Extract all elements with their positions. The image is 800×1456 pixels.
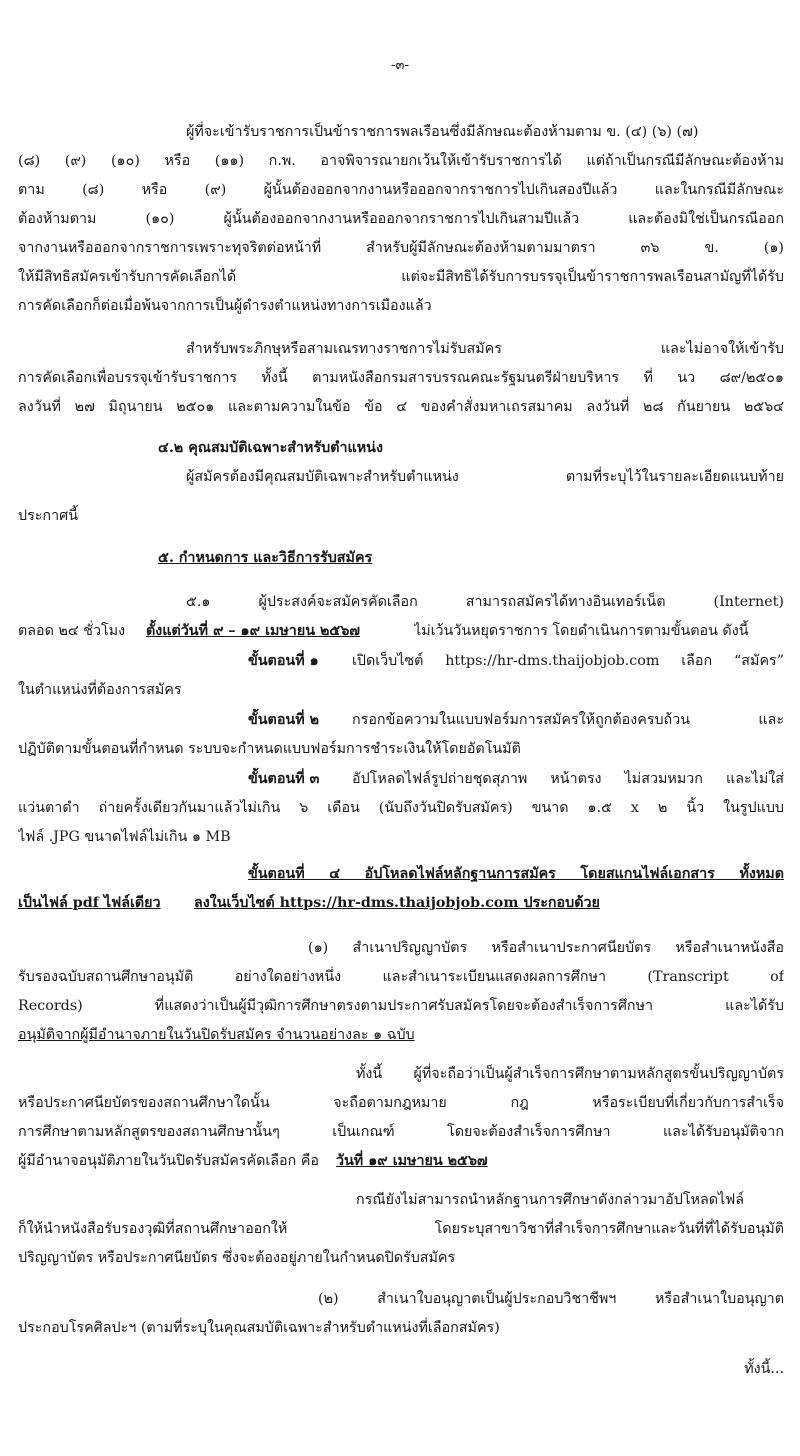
text-line: ปริญญาบัตร หรือประกาศนียบัตร ซึ่งจะต้องอยู่ภายในกำหนดปิดรับสมัคร <box>18 1250 456 1266</box>
text-line: แว่นตาดำ ถ่ายครั้งเดียวกันมาแล้วไม่เกิน ๖ เดือน (นับถึงวันปิดรับสมัคร) ขนาด ๑.๕ x ๒ นิ้ว ในรูปแบบ <box>18 800 784 816</box>
text-line: (๑) สำเนาปริญญาบัตร หรือสำเนาประกาศนียบัตร หรือสำเนาหนังสือ <box>308 940 784 956</box>
step-label: ขั้นตอนที่ ๔ อัปโหลดไฟล์หลักฐานการสมัคร โดยสแกนไฟล์เอกสาร ทั้งหมด <box>248 866 784 882</box>
text-line: อัปโหลดไฟล์รูปถ่ายชุดสุภาพ หน้าตรง ไม่สวมหมวก และไม่ใส่ <box>352 771 784 787</box>
date-range: ตั้งแต่วันที่ ๙ – ๑๙ เมษายน ๒๕๖๗ <box>146 623 361 639</box>
text-line: ลงในเว็บไซต์ https://hr-dms.thaijobjob.com ประกอบด้วย <box>194 895 600 911</box>
text-line: ผู้ที่จะเข้ารับราชการเป็นข้าราชการพลเรือนซึ่งมีลักษณะต้องห้ามตาม ข. (๔) (๖) (๗) <box>186 124 699 140</box>
text-line: กรณียังไม่สามารถนำหลักฐานการศึกษาดังกล่าวมาอัปโหลดไฟล์ <box>356 1192 745 1208</box>
text-line: สำหรับพระภิกษุหรือสามเณรทางราชการไม่รับสมัคร และไม่อาจให้เข้ารับ <box>186 341 784 357</box>
text-line: ไม่เว้นวันหยุดราชการ โดยดำเนินการตามขั้นตอน ดังนี้ <box>414 623 749 639</box>
page-number: -๓- <box>390 58 410 73</box>
text-line: ตาม (๘) หรือ (๙) ผู้นั้นต้องออกจากงานหรือออกจากราชการไปเกินสองปีแล้ว และในกรณีมีลักษณะ <box>18 182 784 198</box>
text-line: ในตำแหน่งที่ต้องการสมัคร <box>18 682 182 698</box>
text-line: (๒) สำเนาใบอนุญาตเป็นผู้ประกอบวิชาชีพฯ หรือสำเนาใบอนุญาต <box>318 1291 784 1307</box>
text-line: ให้มีสิทธิสมัครเข้ารับการคัดเลือกได้ แต่จะมีสิทธิได้รับการบรรจุเป็นข้าราชการพลเรือนสามัญที่ได้รับ <box>18 269 784 285</box>
text-line: การคัดเลือกก็ต่อเมื่อพ้นจากการเป็นผู้ดำรงตำแหน่งทางการเมืองแล้ว <box>18 298 432 314</box>
step-label: ขั้นตอนที่ ๑ <box>248 653 319 669</box>
step-label: ขั้นตอนที่ ๓ <box>248 771 320 787</box>
text-line: กรอกข้อความในแบบฟอร์มการสมัครให้ถูกต้องครบถ้วน และ <box>352 712 784 728</box>
section-heading: ๕. กำหนดการ และวิธีการรับสมัคร <box>158 550 373 566</box>
step-label: ขั้นตอนที่ ๒ <box>248 712 320 728</box>
text-line: การศึกษาตามหลักสูตรของสถานศึกษานั้นๆ เป็นเกณฑ์ โดยจะต้องสำเร็จการศึกษา และได้รับอนุมัติจาก <box>18 1124 784 1140</box>
section-heading: ๔.๒ คุณสมบัติเฉพาะสำหรับตำแหน่ง <box>158 440 383 456</box>
text-line: ทั้งนี้ ผู้ที่จะถือว่าเป็นผู้สำเร็จการศึกษาตามหลักสูตรขั้นปริญญาบัตร <box>356 1066 784 1082</box>
text-line: ผู้มีอำนาจอนุมัติภายในวันปิดรับสมัครคัดเลือก คือ <box>18 1153 319 1169</box>
text-line: ประกอบโรคศิลปะฯ (ตามที่ระบุในคุณสมบัติเฉพาะสำหรับตำแหน่งที่เลือกสมัคร) <box>18 1320 500 1336</box>
text-line: ไฟล์ .JPG ขนาดไฟล์ไม่เกิน ๑ MB <box>18 829 231 845</box>
text-line: ประกาศนี้ <box>18 508 78 524</box>
text-line: เป็นไฟล์ pdf ไฟล์เดียว <box>18 895 161 911</box>
text-line: รับรองฉบับสถานศึกษาอนุมัติ อย่างใดอย่างหนึ่ง และสำเนาระเบียนแสดงผลการศึกษา (Transcript of <box>18 969 784 985</box>
text-line: เปิดเว็บไซต์ https://hr-dms.thaijobjob.com เลือก “สมัคร” <box>352 653 784 669</box>
text-line: ต้องห้ามตาม (๑๐) ผู้นั้นต้องออกจากงานหรือออกจากราชการไปเกินสามปีแล้ว และต้องมิใช่เป็นกรณีออก <box>18 211 784 227</box>
text-line: ก็ให้นำหนังสือรับรองวุฒิที่สถานศึกษาออกให้ โดยระบุสาขาวิชาที่สำเร็จการศึกษาและวันที่ที่ได้รับอนุมัติ <box>18 1221 784 1237</box>
text-line: ลงวันที่ ๒๗ มิถุนายน ๒๕๐๑ และตามความในข้อ ข้อ ๔ ของคำสั่งมหาเถรสมาคม ลงวันที่ ๒๘ กันยายน ๒๕๖๔ <box>18 399 784 415</box>
text-line: ตลอด ๒๔ ชั่วโมง <box>18 623 126 639</box>
text-line: ผู้สมัครต้องมีคุณสมบัติเฉพาะสำหรับตำแหน่ง ตามที่ระบุไว้ในรายละเอียดแนบท้าย <box>186 469 784 485</box>
text-line: หรือประกาศนียบัตรของสถานศึกษาใดนั้น จะถือตามกฎหมาย กฎ หรือระเบียบที่เกี่ยวกับการสำเร็จ <box>18 1095 784 1111</box>
text-line: จากงานหรือออกจากราชการเพราะทุจริตต่อหน้าที่ สำหรับผู้มีลักษณะต้องห้ามตามมาตรา ๓๖ ข. (๑) <box>18 240 784 256</box>
text-line: ปฏิบัติตามขั้นตอนที่กำหนด ระบบจะกำหนดแบบฟอร์มการชำระเงินให้โดยอัตโนมัติ <box>18 741 521 757</box>
text-line: การคัดเลือกเพื่อบรรจุเข้ารับราชการ ทั้งนี้ ตามหนังสือกรมสารบรรณคณะรัฐมนตรีฝ่ายบริหาร ที่ นว ๘๙/๒๕๐๑ <box>18 370 784 386</box>
text-line: อนุมัติจากผู้มีอำนาจภายในวันปิดรับสมัคร จำนวนอย่างละ ๑ ฉบับ <box>18 1027 415 1043</box>
continuation-marker: ทั้งนี้... <box>744 1361 784 1377</box>
text-line: ๕.๑ ผู้ประสงค์จะสมัครคัดเลือก สามารถสมัครได้ทางอินเทอร์เน็ต (Internet) <box>186 594 784 610</box>
deadline-date: วันที่ ๑๙ เมษายน ๒๕๖๗ <box>336 1153 488 1169</box>
text-line: Records) ที่แสดงว่าเป็นผู้มีวุฒิการศึกษาตรงตามประกาศรับสมัครโดยจะต้องสำเร็จการศึกษา และได้รับ <box>18 998 784 1014</box>
text-line: (๘) (๙) (๑๐) หรือ (๑๑) ก.พ. อาจพิจารณายกเว้นให้เข้ารับราชการได้ แต่ถ้าเป็นกรณีมีลักษณะต้องห้าม <box>18 153 784 169</box>
